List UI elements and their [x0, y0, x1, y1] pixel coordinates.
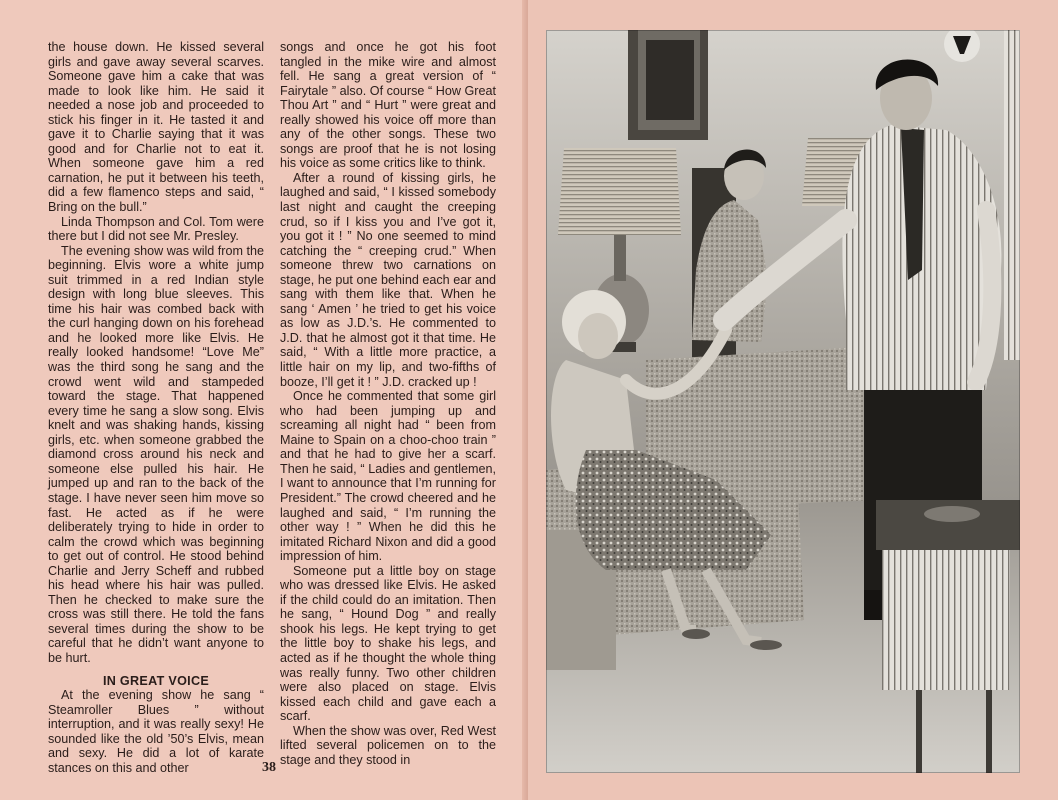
paragraph: After a round of kissing girls, he laughed and said, “ I kissed somebody last night and caught the creeping crud, so if I kiss you and I’ve got it, you got it ! ” No one seemed to mind catching the “ creeping crud.” When someone threw two carnations on stage, he put one behind each ear and sang with them like that. When he sang ‘ Amen ’ he tried to get his voice as low as J.D.’s. He commented to J.D. that he almost got it that time. He said, “ With a little more practice, a little hair on my lip, and two-fifths of booze, I’ll get it ! ” J.D. cracked up ! — [280, 170, 496, 389]
paragraph: The evening show was wild from the beginning. Elvis wore a white jump suit trimmed in a red Indian style design with long blue sleeves. This time his hair was combed back with the curl hanging down on his forehead and he looked more like Elvis. He really looked handsome! “Love Me” was the third song he sang and the crowd went wild and stampeded toward the stage. That happened every time he sang a slow song. Elvis knelt and was shaking hands, kissing girls, etc. when someone grabbed the diamond cross around his neck and someone else pulled his hair. He jumped up and ran to the back of the stage. I have never seen him move so fast. He acted as if he were deliberately trying to hide in order to calm the crowd which was beginning to get out of control. He stood behind Charlie and Jerry Scheff and rubbed his head where his hair was pulled. Then he checked to make sure the cross was still there. He told the fans several times during the show to be careful that he didn’t want anyone to be hurt. — [48, 243, 264, 665]
paragraph: songs and once he got his foot tangled in the mike wire and almost fell. He sang a great version of “ Fairytale ” also. Of course “ How Great Thou Art ” and “ Hurt ” were great and really showed his voice off more than any of the other songs. These two songs are proof that he is not losing his voice as some critics like to think. — [280, 40, 496, 171]
section-subheading: IN GREAT VOICE — [102, 673, 210, 688]
paragraph: Someone put a little boy on stage who was dressed like Elvis. He asked if the child could do an imitation. Then he sang, “ Hound Dog ” and really shook his legs. He kept trying to get the little boy to shake his legs, and acted as if he thought the whole thing was really funny. Two other children were also placed on stage. Elvis kissed each child and gave each a scarf. — [280, 563, 496, 724]
left-page — [0, 0, 528, 800]
article-column-1 — [48, 40, 264, 775]
article-column-2 — [280, 40, 496, 767]
paragraph: Linda Thompson and Col. Tom were there but I did not see Mr. Presley. — [48, 214, 264, 244]
film-still-photo — [546, 30, 1020, 773]
paragraph: At the evening show he sang “ Steamroller Blues ” without interruption, and it was really sexy! He sounded like the old ’50’s Elvis, mean and sexy. He did a lot of karate stances on this and other — [48, 688, 264, 775]
paragraph: When the show was over, Red West lifted several policemen on to the stage and they stood in — [280, 723, 496, 767]
paragraph: the house down. He kissed several girls and gave away several scarves. Someone gave him a cake that was made to look like him. He said it needed a nose job and proceeded to stick his finger in it. He tasted it and gave it to Charlie saying that it was good and for Charlie not to eat it. When someone gave him a red carnation, he put it between his teeth, did a few flamenco steps and said, “ Bring on the bull.” — [48, 40, 264, 215]
paragraph: Once he commented that some girl who had been jumping up and screaming all night had “ been from Maine to Spain on a choo-choo train ” and that he had to give her a scarf. Then he said, “ Ladies and gentlemen, I want to announce that I’m running for President.” The crowd cheered and he laughed and said, “ I’m running the other way ! ” When he did this he imitated Richard Nixon and did a good impression of him. — [280, 389, 496, 564]
page-number: 38 — [262, 760, 276, 775]
